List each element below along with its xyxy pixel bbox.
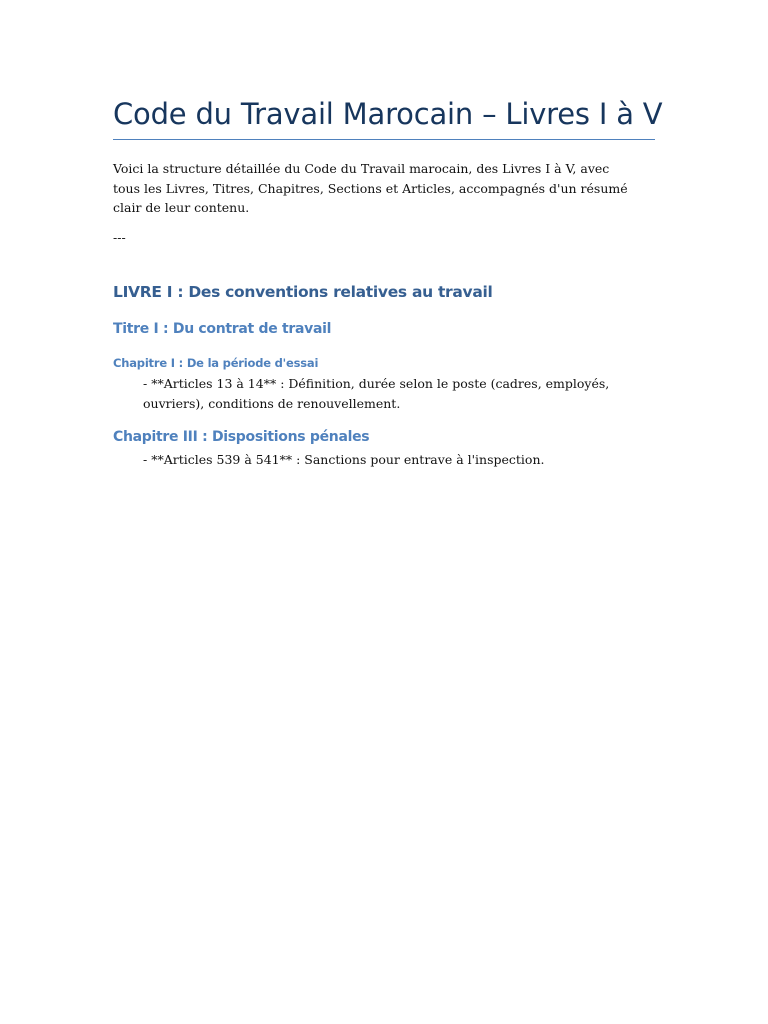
livre-heading: LIVRE I : Des conventions relatives au travail <box>113 283 493 301</box>
chapitre-3-heading: Chapitre III : Dispositions pénales <box>113 429 370 445</box>
intro-paragraph: Voici la structure détaillée du Code du Travail marocain, des Livres I à V, avec tous les Livres, Titres, Chapitres, Sections et Articles, accompagnés d'un résumé clair de leur contenu. <box>113 161 628 215</box>
chapitre-1-list-item: - **Articles 13 à 14** : Définition, durée selon le poste (cadres, employés, ouvriers), conditions de renouvellement. <box>143 376 610 411</box>
titre-heading: Titre I : Du contrat de travail <box>113 321 332 337</box>
title-underline <box>113 139 655 140</box>
separator-text: --- <box>113 230 126 245</box>
document-title: Code du Travail Marocain – Livres I à V <box>113 97 663 131</box>
chapitre-1-heading: Chapitre I : De la période d'essai <box>113 356 319 370</box>
chapitre-3-list-item: - **Articles 539 à 541** : Sanctions pour entrave à l'inspection. <box>143 452 545 467</box>
